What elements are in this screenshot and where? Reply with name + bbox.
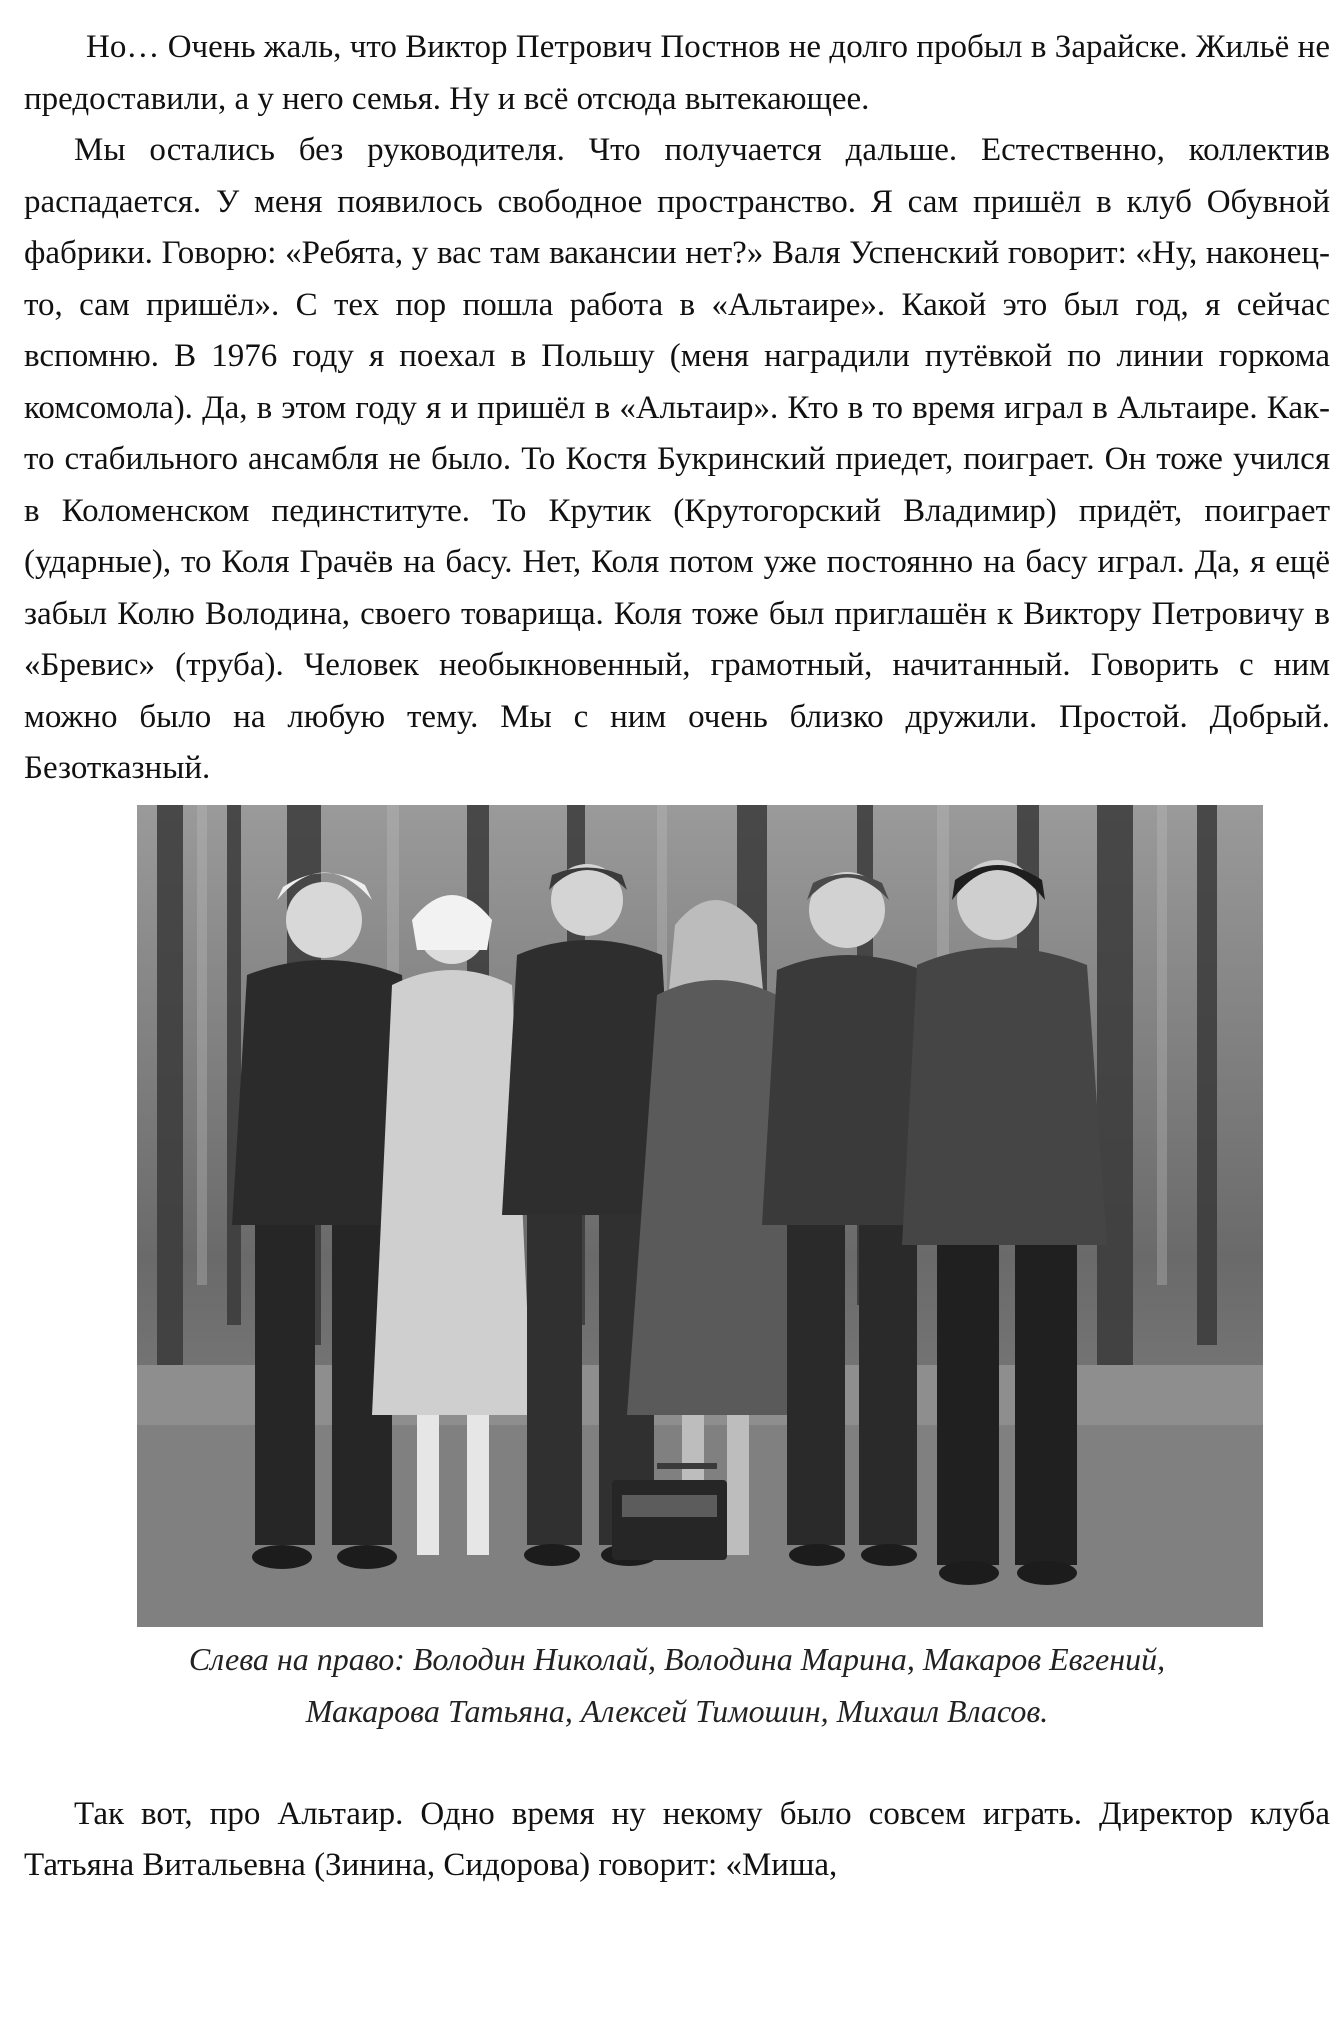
paragraph-1: Но… Очень жаль, что Виктор Петрович Постнов не долго пробыл в Зарайске. Жильё не предоставили, а у него семья. Ну и всё отсюда вытекающее. bbox=[24, 29, 1330, 117]
photo-caption bbox=[24, 1633, 1330, 1737]
spacer bbox=[24, 1737, 1330, 1789]
caption-line-2: Макарова Татьяна, Алексей Тимошин, Михаил Власов. bbox=[305, 1692, 1049, 1729]
group-photo bbox=[137, 805, 1263, 1627]
document-page bbox=[24, 22, 1330, 1892]
paragraph-2: Мы остались без руководителя. Что получается дальше. Естественно, коллектив распадается. У меня появилось свободное пространство. Я сам пришёл в клуб Обувной фабрики. Говорю: «Ребята, у вас там вакансии нет?» Валя Успенский говорит: «Ну, наконец-то, сам пришёл». С тех пор пошла работа в «Альтаире». Какой это был год, я сейчас вспомню. В 1976 году я поехал в Польшу (меня наградили путёвкой по линии горкома комсомола). Да, в этом году я и пришёл в «Альтаир». Кто в то время играл в Альтаире. Как-то стабильного ансамбля не было. То Костя Букринский приедет, поиграет. Он тоже учился в Коломенском пединституте. То Крутик (Крутогорский Владимир) придёт, поиграет (ударные), то Коля Грачёв на басу. Нет, Коля потом уже постоянно на басу играл. Да, я ещё забыл Колю Володина, своего товарища. Коля тоже был приглашён к Виктору Петровичу в «Бревис» (труба). Человек необыкновенный, грамотный, начитанный. Говорить с ним можно было на любую тему. Мы с ним очень близко дружили. Простой. Добрый. Безотказный. bbox=[24, 132, 1330, 786]
caption-line-1: Слева на право: Володин Николай, Володина Марина, Макаров Евгений, bbox=[188, 1640, 1166, 1677]
paragraph-3: Так вот, про Альтаир. Одно время ну некому было совсем играть. Директор клуба Татьяна Витальевна (Зинина, Сидорова) говорит: «Миша, bbox=[24, 1795, 1330, 1883]
